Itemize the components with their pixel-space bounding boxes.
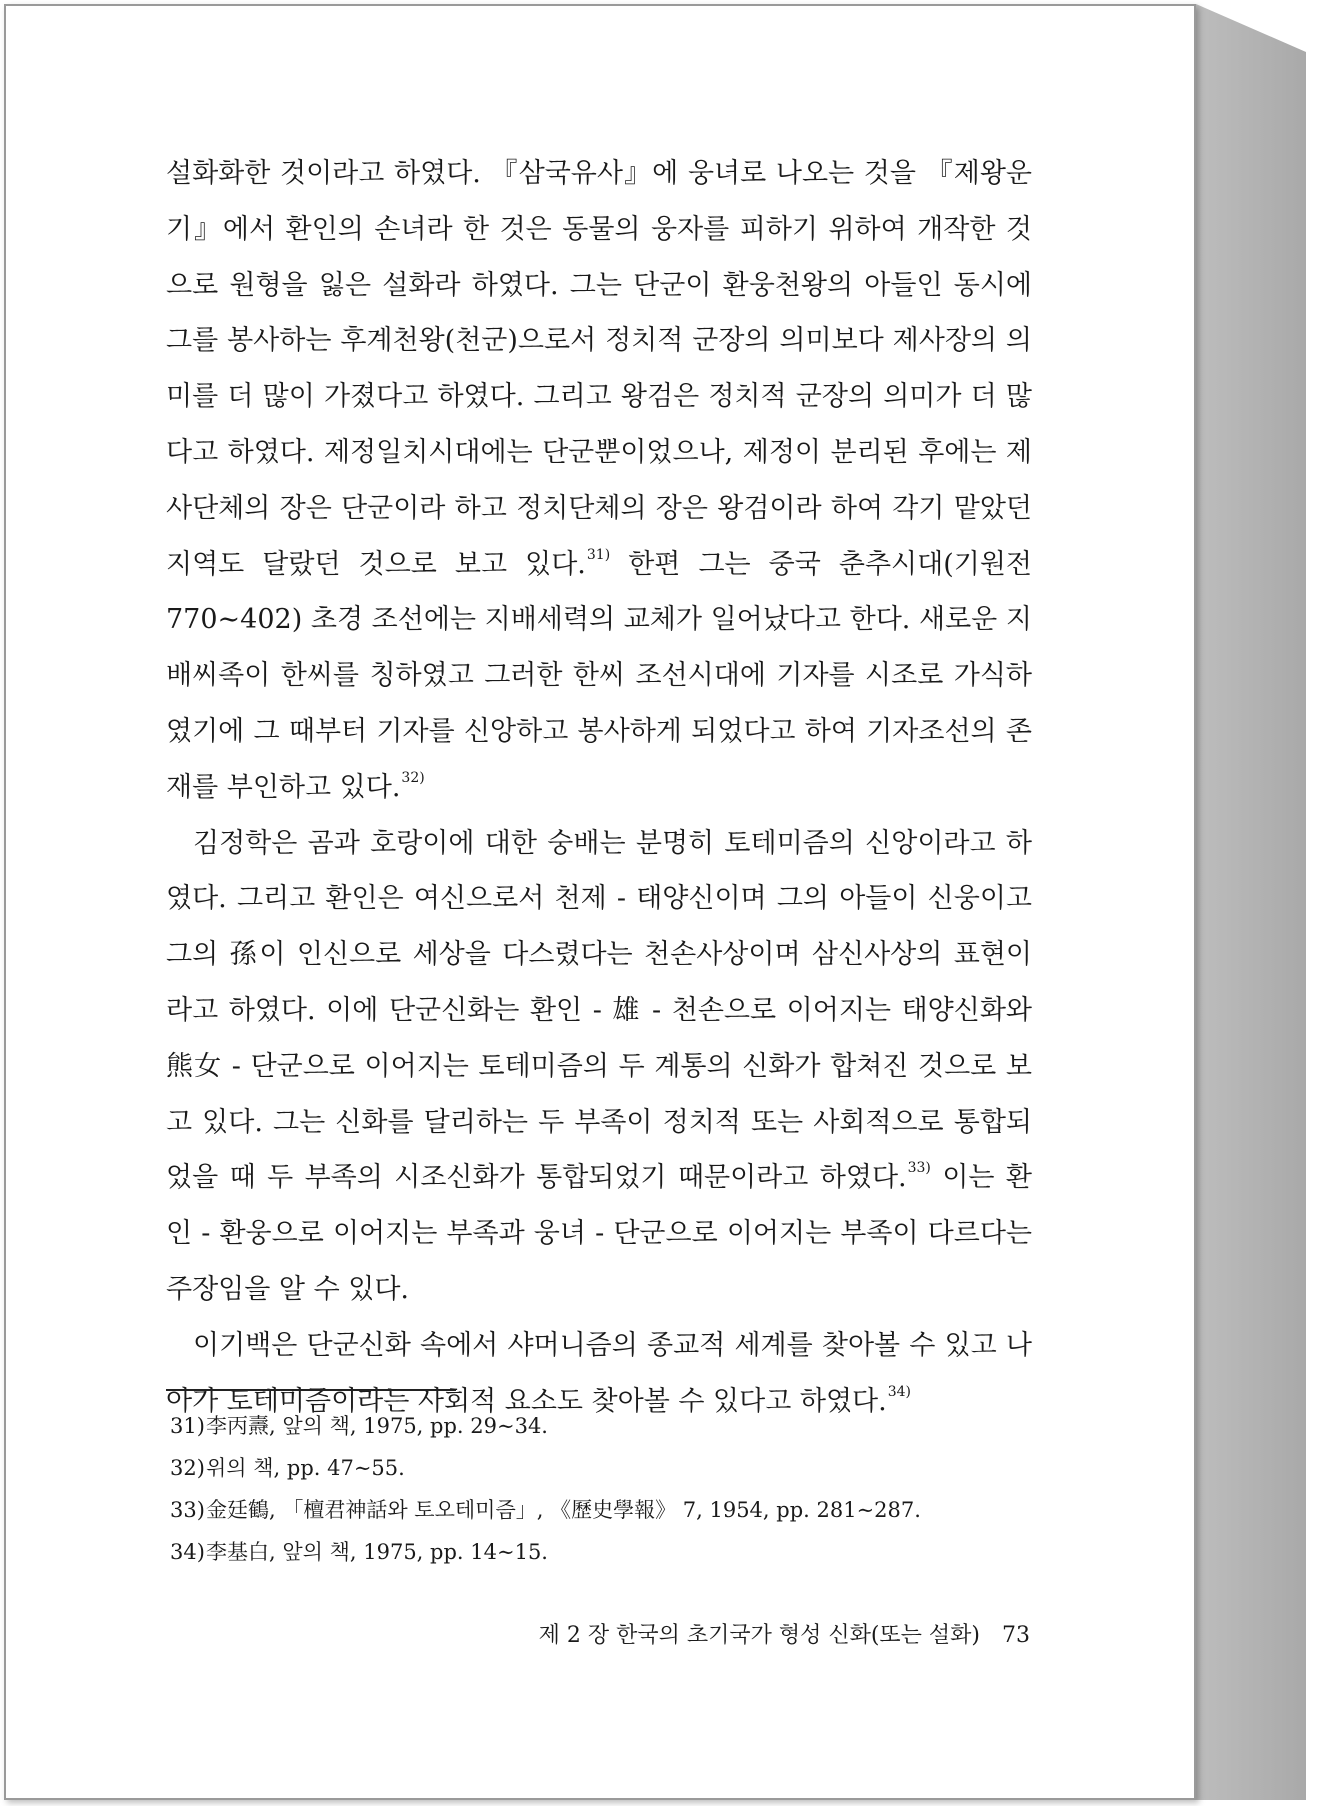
paragraph-text: 한편 그는 중국 춘추시대(기원전 770∼402) 초경 조선에는 지배세력의 교체가 일어났다고 한다. 새로운 지배씨족이 한씨를 칭하였고 그러한 한씨 조선시대에 기자를 시조로 가식하였기에 그 때부터 기자를 신앙하고 봉사하게 되었다고 하여 기자조선의 존재를 부인하고 있다. bbox=[166, 548, 1032, 803]
footnote-number: 33) bbox=[170, 1498, 205, 1522]
page-footer bbox=[400, 1618, 1030, 1649]
footnote-number: 31) bbox=[170, 1414, 205, 1438]
footnote-text: 위의 책, pp. 47∼55. bbox=[206, 1456, 405, 1480]
paragraph bbox=[166, 146, 1032, 816]
footnote-item bbox=[170, 1405, 1030, 1447]
footnote-marker: 31) bbox=[586, 546, 611, 563]
footnote-item bbox=[170, 1489, 1030, 1531]
footnote-text: 李丙燾, 앞의 책, 1975, pp. 29∼34. bbox=[206, 1414, 548, 1438]
footnote-text: 李基白, 앞의 책, 1975, pp. 14∼15. bbox=[206, 1540, 548, 1564]
paragraph-text: 이는 환인 - 환웅으로 이어지는 부족과 웅녀 - 단군으로 이어지는 부족이 다르다는 주장임을 알 수 있다. bbox=[166, 1162, 1032, 1305]
paragraph-text: 이기백은 단군신화 속에서 샤머니즘의 종교적 세계를 찾아볼 수 있고 나아가 토테미즘이라는 사회적 요소도 찾아볼 수 있다고 하였다. bbox=[166, 1329, 1032, 1417]
footnote-divider bbox=[166, 1389, 456, 1391]
footnote-text: 金廷鶴, 「檀君神話와 토오테미즘」, 《歷史學報》 7, 1954, pp. 281∼287. bbox=[206, 1498, 921, 1522]
footnote-item bbox=[170, 1531, 1030, 1573]
footnote-number: 32) bbox=[170, 1456, 205, 1480]
footnote-item bbox=[170, 1447, 1030, 1489]
paragraph bbox=[166, 816, 1032, 1318]
footnotes bbox=[170, 1405, 1030, 1573]
paragraph-text: 설화화한 것이라고 하였다. 『삼국유사』에 웅녀로 나오는 것을 『제왕운기』에서 환인의 손녀라 한 것은 동물의 웅자를 피하기 위하여 개작한 것으로 원형을 잃은 설화라 하였다. 그는 단군이 환웅천왕의 아들인 동시에 그를 봉사하는 후계천왕(천군)으로서 정치적 군장의 의미보다 제사장의 의미를 더 많이 가졌다고 하였다. 그리고 왕검은 정치적 군장의 의미가 더 많다고 하였다. 제정일치시대에는 단군뿐이었으나, 제정이 분리된 후에는 제사단체의 장은 단군이라 하고 정치단체의 장은 왕검이라 하여 각기 맡았던 지역도 달랐던 것으로 보고 있다. bbox=[166, 158, 1032, 580]
footnote-marker: 32) bbox=[401, 769, 425, 786]
page-number: 73 bbox=[1002, 1623, 1030, 1648]
paragraph-text: 김정학은 곰과 호랑이에 대한 숭배는 분명히 토테미즘의 신앙이라고 하였다. 그리고 환인은 여신으로서 천제 - 태양신이며 그의 아들이 신웅이고 그의 孫이 인신으로 세상을 다스렸다는 천손사상이며 삼신사상의 표현이라고 하였다. 이에 단군신화는 환인 - 雄 - 천손으로 이어지는 태양신화와 熊女 - 단군으로 이어지는 토테미즘의 두 계통의 신화가 합쳐진 것으로 보고 있다. 그는 신화를 달리하는 두 부족이 정치적 또는 사회적으로 통합되었을 때 두 부족의 시조신화가 통합되었기 때문이라고 하였다. bbox=[166, 827, 1032, 1194]
footnote-marker: 33) bbox=[907, 1160, 931, 1177]
running-footer-chapter: 제 2 장 한국의 초기국가 형성 신화(또는 설화) bbox=[538, 1623, 980, 1648]
body-text bbox=[166, 146, 1032, 1429]
page-stack-edge bbox=[1196, 4, 1306, 1800]
footnote-marker: 34) bbox=[887, 1383, 911, 1400]
footnote-number: 34) bbox=[170, 1540, 205, 1564]
